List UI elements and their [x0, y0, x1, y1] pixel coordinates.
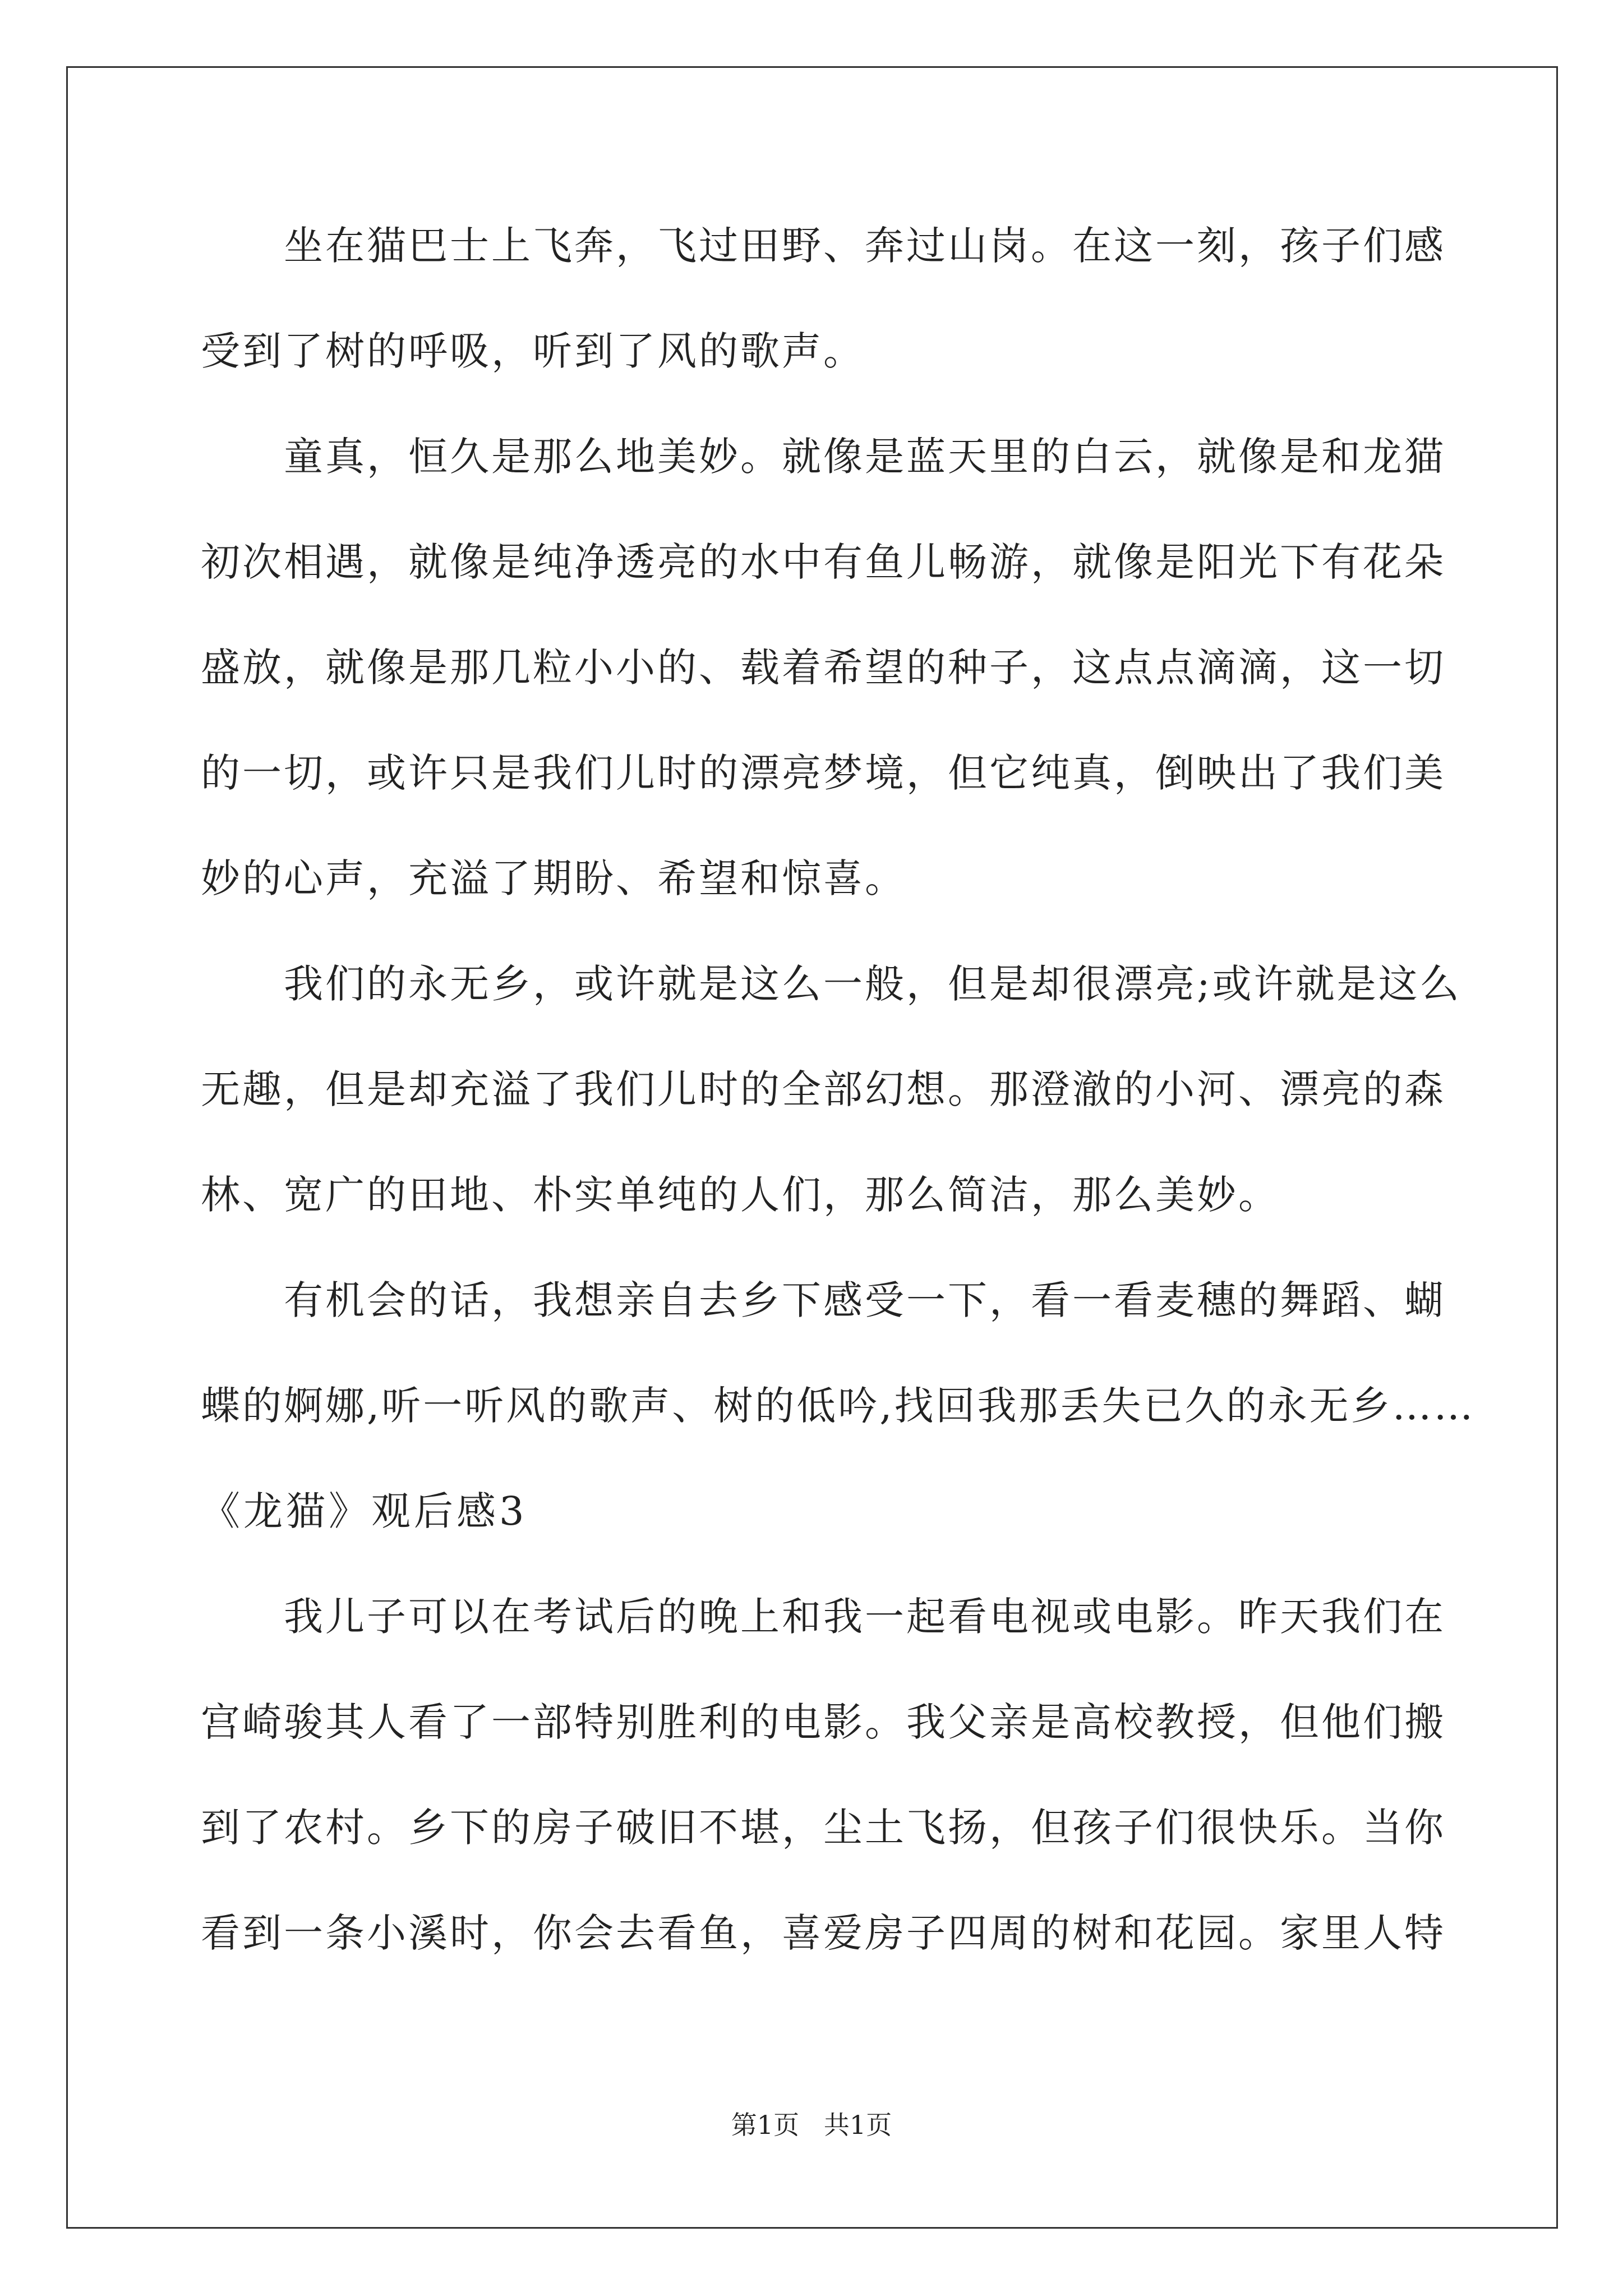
paragraph-line: 林、宽广的田地、朴实单纯的人们，那么简洁，那么美妙。: [201, 1172, 1280, 1218]
document-body: [201, 219, 1476, 1960]
paragraph-line: 我们的永无乡，或许就是这么一般，但是却很漂亮;或许就是这么: [284, 961, 1461, 1007]
paragraph-line: 的一切，或许只是我们儿时的漂亮梦境，但它纯真，倒映出了我们美: [201, 750, 1446, 796]
section-heading: 《龙猫》观后感3: [201, 1488, 528, 1534]
page-footer: 第1页 共1页: [731, 2110, 892, 2140]
paragraph-line: 我儿子可以在考试后的晚上和我一起看电视或电影。昨天我们在: [284, 1594, 1446, 1640]
paragraph-line: 受到了树的呼吸，听到了风的歌声。: [201, 328, 865, 374]
paragraph-line: 盛放，就像是那几粒小小的、载着希望的种子，这点点滴滴，这一切: [201, 645, 1446, 691]
paragraph-line: 坐在猫巴士上飞奔，飞过田野、奔过山岗。在这一刻，孩子们感: [284, 223, 1446, 269]
paragraph-line: 蝶的婀娜,听一听风的歌声、树的低吟,找回我那丢失已久的永无乡……: [201, 1383, 1476, 1429]
paragraph-line: 看到一条小溪时，你会去看鱼，喜爱房子四周的树和花园。家里人特: [201, 1910, 1446, 1956]
paragraph-line: 到了农村。乡下的房子破旧不堪，尘土飞扬，但孩子们很快乐。当你: [201, 1805, 1446, 1851]
paragraph-line: 初次相遇，就像是纯净透亮的水中有鱼儿畅游，就像是阳光下有花朵: [201, 539, 1446, 585]
paragraph-line: 有机会的话，我想亲自去乡下感受一下，看一看麦穗的舞蹈、蝴: [284, 1277, 1446, 1323]
paragraph-line: 童真，恒久是那么地美妙。就像是蓝天里的白云，就像是和龙猫: [284, 434, 1446, 480]
paragraph-line: 无趣，但是却充溢了我们儿时的全部幻想。那澄澈的小河、漂亮的森: [201, 1066, 1446, 1112]
paragraph-line: 宫崎骏其人看了一部特别胜利的电影。我父亲是高校教授，但他们搬: [201, 1699, 1446, 1745]
paragraph-line: 妙的心声，充溢了期盼、希望和惊喜。: [201, 855, 906, 901]
